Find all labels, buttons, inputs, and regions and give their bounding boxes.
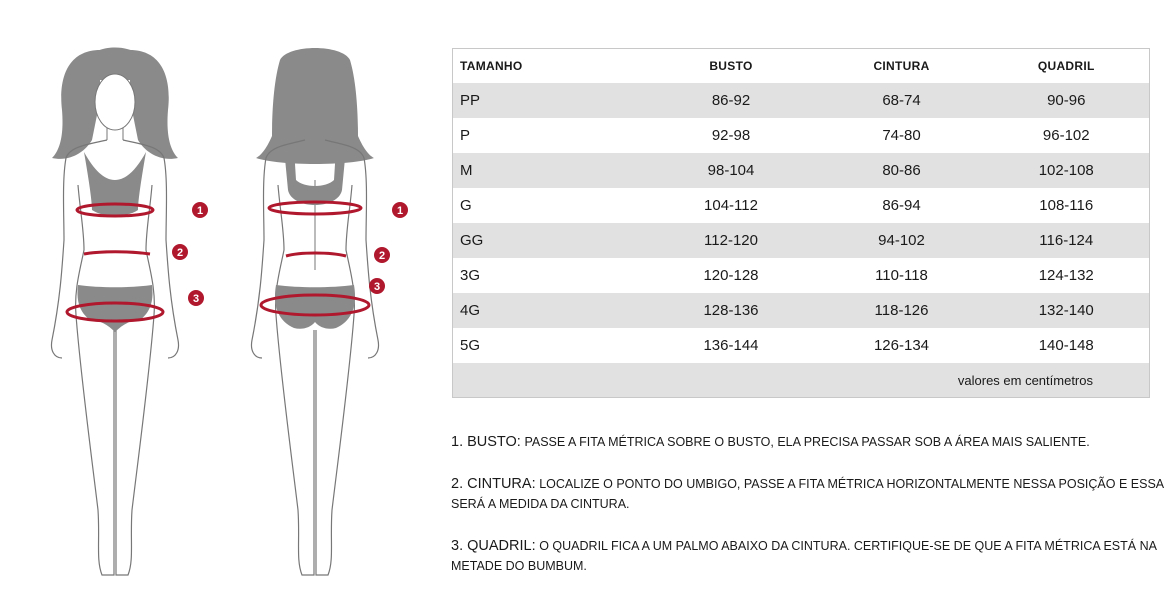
size-cell: PP (453, 83, 643, 118)
waist-cell: 80-86 (820, 153, 984, 188)
instruction-text: LOCALIZE O PONTO DO UMBIGO, PASSE A FITA MÉTRICA HORIZONTALMENTE NESSA POSIÇÃO E ESSA SERÁ A MEDIDA DA CINTURA. (451, 477, 1164, 511)
hip-cell: 140-148 (1038, 337, 1094, 354)
waist-cell: 118-126 (820, 293, 984, 328)
table-row (453, 118, 1150, 153)
instruction-bust (451, 432, 1166, 452)
unit-note: valores em centímetros (453, 363, 1150, 398)
marker-3-icon (188, 290, 204, 306)
unit-note-row (453, 363, 1150, 398)
svg-text:1: 1 (196, 205, 204, 217)
svg-text:2: 2 (378, 250, 386, 262)
bust-cell: 98-104 (643, 153, 820, 188)
table-row (453, 83, 1150, 118)
table-row (453, 188, 1150, 223)
svg-text:2: 2 (176, 247, 184, 259)
instruction-hip (451, 536, 1166, 576)
table-row (453, 258, 1150, 293)
waist-cell: 74-80 (882, 127, 921, 144)
size-chart-table (452, 48, 1150, 398)
hip-cell: 108-116 (1039, 197, 1094, 214)
hip-cell: 116-124 (984, 223, 1150, 258)
marker-1-icon (192, 202, 208, 218)
woman-front-figure (51, 48, 208, 576)
header-size: TAMANHO (453, 49, 643, 84)
woman-back-figure (251, 48, 408, 575)
marker-2-back-icon (374, 247, 390, 263)
instruction-lead: 2. CINTURA: (451, 476, 536, 492)
bust-cell: 86-92 (643, 83, 820, 118)
header-waist: CINTURA (820, 49, 984, 84)
bust-cell: 128-136 (643, 293, 820, 328)
instruction-waist (451, 474, 1166, 514)
size-cell: P (460, 127, 471, 144)
svg-text:1: 1 (396, 205, 404, 217)
bust-cell: 104-112 (704, 197, 758, 214)
waist-cell: 94-102 (820, 223, 984, 258)
marker-1-back-icon (392, 202, 408, 218)
size-cell: 4G (453, 293, 643, 328)
measurement-instructions (451, 432, 1166, 598)
table-header-row (453, 49, 1150, 84)
instruction-text: O QUADRIL FICA A UM PALMO ABAIXO DA CINTURA. CERTIFIQUE-SE DE QUE A FITA MÉTRICA ESTÁ NA METADE DO BUMBUM. (451, 539, 1157, 573)
table-row (453, 223, 1150, 258)
hip-cell: 96-102 (1042, 127, 1090, 144)
hip-cell: 132-140 (984, 293, 1150, 328)
hip-cell: 102-108 (984, 153, 1150, 188)
instruction-lead: 1. BUSTO: (451, 434, 521, 450)
waist-cell: 110-118 (875, 267, 928, 284)
size-cell: G (460, 197, 472, 214)
size-cell: GG (453, 223, 643, 258)
waist-cell: 86-94 (882, 197, 921, 214)
size-cell: M (453, 153, 643, 188)
waist-cell: 68-74 (820, 83, 984, 118)
bust-cell: 112-120 (643, 223, 820, 258)
body-measurement-illustration (40, 40, 420, 588)
marker-2-icon (172, 244, 188, 260)
size-cell: 3G (460, 267, 481, 284)
instruction-text: PASSE A FITA MÉTRICA SOBRE O BUSTO, ELA PRECISA PASSAR SOB A ÁREA MAIS SALIENTE. (524, 435, 1090, 449)
instruction-lead: 3. QUADRIL: (451, 538, 536, 554)
svg-text:3: 3 (373, 281, 381, 293)
table-row (453, 153, 1150, 188)
header-hip: QUADRIL (984, 49, 1150, 84)
table-row (453, 328, 1150, 363)
waist-cell: 126-134 (873, 337, 930, 354)
header-bust: BUSTO (643, 49, 820, 84)
bust-cell: 120-128 (703, 267, 759, 284)
size-cell: 5G (460, 337, 481, 354)
bust-cell: 92-98 (711, 127, 751, 144)
hip-cell: 124-132 (1038, 267, 1094, 284)
svg-text:3: 3 (192, 293, 200, 305)
hip-cell: 90-96 (984, 83, 1150, 118)
table-row (453, 293, 1150, 328)
bust-cell: 136-144 (703, 337, 759, 354)
marker-3-back-icon (369, 278, 385, 294)
